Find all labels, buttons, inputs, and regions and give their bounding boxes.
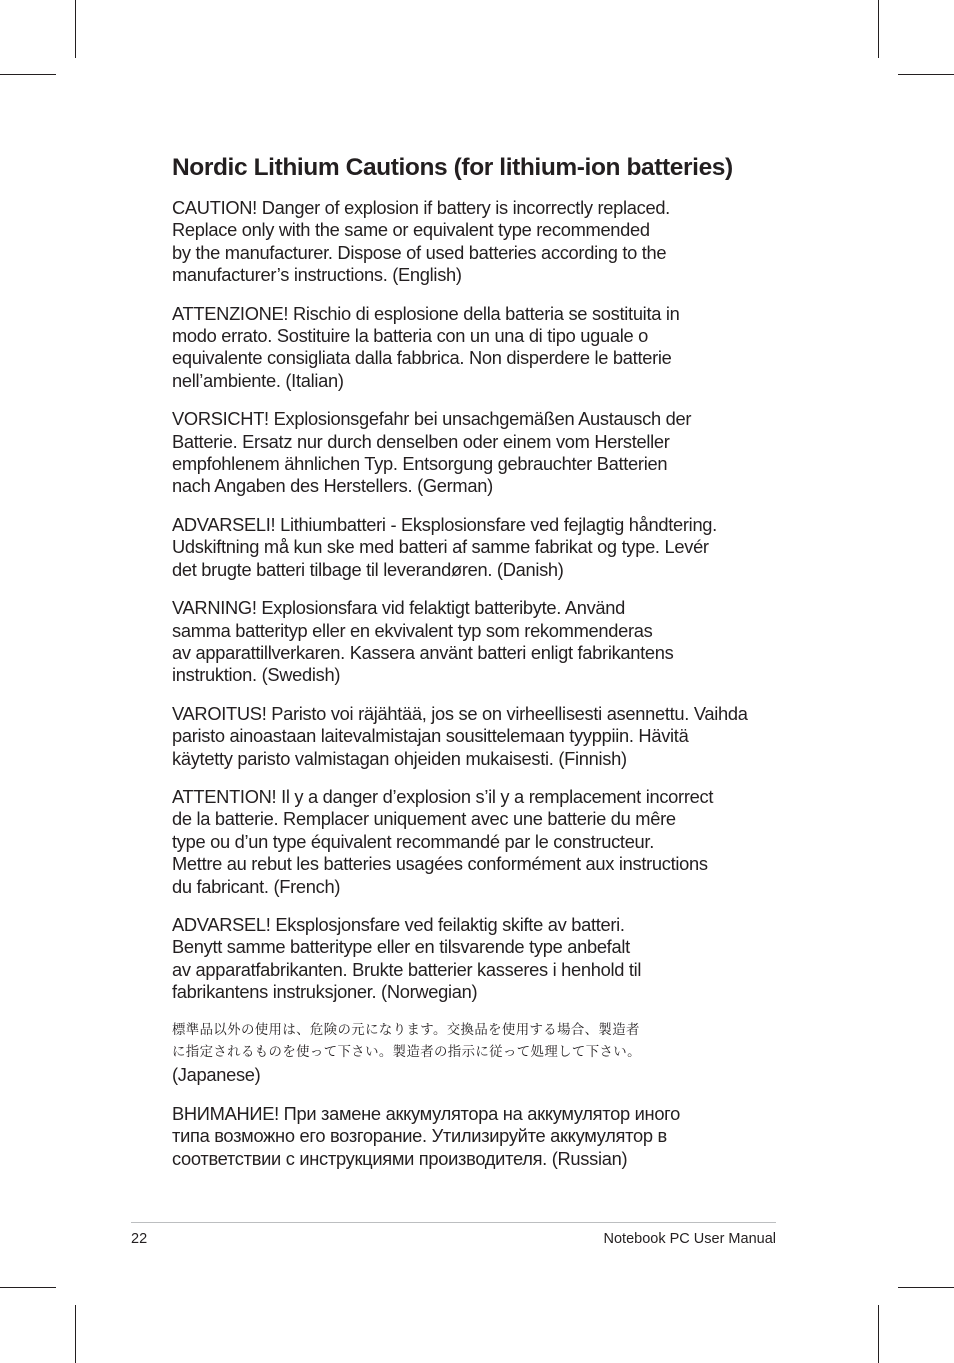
- text-line: Replace only with the same or equivalent type recommended: [172, 219, 650, 241]
- caution-german: [172, 408, 784, 498]
- text-line: empfohlenem ähnlichen Typ. Entsorgung gebrauchter Batterien: [172, 453, 668, 475]
- crop-mark-bottom-left: [75, 1305, 76, 1363]
- text-line: du fabricant. (French): [172, 875, 341, 897]
- japanese-text-line: に指定されるものを使って下さい。製造者の指示に従って処理して下さい。: [172, 1045, 641, 1060]
- crop-mark-top-right-horizontal: [898, 74, 954, 75]
- crop-mark-top-right: [878, 0, 879, 58]
- text-line: ATTENZIONE! Rischio di esplosione della batteria se sostituita in: [172, 302, 680, 324]
- text-line: ADVARSEL! Eksplosjonsfare ved feilaktig skifte av batteri.: [172, 913, 625, 935]
- caution-russian: [172, 1103, 784, 1170]
- text-line: Mettre au rebut les batteries usagées conformément aux instructions: [172, 853, 708, 875]
- caution-japanese: [172, 1020, 784, 1087]
- text-line: ВНИМАНИЕ! При замене аккумулятора на аккумулятор иного: [172, 1102, 681, 1124]
- crop-mark-bottom-right-horizontal: [898, 1287, 954, 1288]
- crop-mark-top-left-horizontal: [0, 74, 56, 75]
- text-line: nell’ambiente. (Italian): [172, 369, 344, 391]
- text-line: nach Angaben des Herstellers. (German): [172, 475, 493, 497]
- crop-mark-top-left: [75, 0, 76, 58]
- text-line: manufacturer’s instructions. (English): [172, 264, 462, 286]
- text-line: соответствии с инструкциями производителя. (Russian): [172, 1147, 628, 1169]
- text-line: av apparattillverkaren. Kassera använt batteri enligt fabrikantens: [172, 641, 674, 663]
- caution-finnish: [172, 703, 784, 770]
- language-label: (Japanese): [172, 1064, 261, 1086]
- text-line: det brugte batteri tilbage til leverandøren. (Danish): [172, 558, 564, 580]
- text-line: equivalente consigliata dalla fabbrica. Non disperdere le batterie: [172, 347, 672, 369]
- text-line: av apparatfabrikanten. Brukte batterier kasseres i henhold til: [172, 958, 642, 980]
- caution-swedish: [172, 597, 784, 687]
- text-line: samma batterityp eller en ekvivalent typ som rekommenderas: [172, 619, 653, 641]
- page-title: Nordic Lithium Cautions (for lithium-ion batteries): [172, 154, 733, 181]
- text-line: Batterie. Ersatz nur durch denselben oder einem vom Hersteller: [172, 430, 670, 452]
- caution-english: [172, 197, 784, 287]
- footer-divider: [131, 1222, 776, 1223]
- text-line: de la batterie. Remplacer uniquement avec une batterie du mêre: [172, 808, 676, 830]
- text-line: by the manufacturer. Dispose of used batteries according to the: [172, 241, 667, 263]
- text-line: instruktion. (Swedish): [172, 664, 341, 686]
- text-line: modo errato. Sostituire la batteria con un una di tipo uguale o: [172, 325, 649, 347]
- text-line: ATTENTION! Il y a danger d’explosion s’il y a remplacement incorrect: [172, 785, 714, 807]
- crop-mark-bottom-right: [878, 1305, 879, 1363]
- text-line: VORSICHT! Explosionsgefahr bei unsachgemäßen Austausch der: [172, 408, 692, 430]
- text-line: VAROITUS! Paristo voi räjähtää, jos se on virheellisesti asennettu. Vaihda: [172, 702, 748, 724]
- page-content: [172, 150, 784, 1186]
- text-line: Benytt samme batteritype eller en tilsvarende type anbefalt: [172, 936, 630, 958]
- manual-title: Notebook PC User Manual: [603, 1231, 776, 1247]
- caution-french: [172, 786, 784, 898]
- text-line: fabrikantens instruksjoner. (Norwegian): [172, 981, 478, 1003]
- text-line: VARNING! Explosionsfara vid felaktigt batteribyte. Använd: [172, 597, 626, 619]
- text-line: ADVARSELI! Lithiumbatteri - Eksplosionsfare ved fejlagtig håndtering.: [172, 513, 717, 535]
- text-line: Udskiftning må kun ske med batteri af samme fabrikat og type. Levér: [172, 536, 709, 558]
- caution-norwegian: [172, 914, 784, 1004]
- caution-danish: [172, 514, 784, 581]
- text-line: type ou d’un type équivalent recommandé par le constructeur.: [172, 830, 654, 852]
- japanese-text-line: 標準品以外の使用は、危険の元になります。交換品を使用する場合、製造者: [172, 1022, 640, 1038]
- text-line: CAUTION! Danger of explosion if battery is incorrectly replaced.: [172, 197, 670, 218]
- text-line: типа возможно его возгорание. Утилизируйте аккумулятор в: [172, 1125, 667, 1147]
- caution-italian: [172, 303, 784, 393]
- text-line: paristo ainoastaan laitevalmistajan sousittelemaan tyyppiin. Hävitä: [172, 725, 689, 747]
- page-number: 22: [131, 1231, 148, 1247]
- crop-mark-bottom-left-horizontal: [0, 1287, 56, 1288]
- text-line: käytetty paristo valmistagan ohjeiden mukaisesti. (Finnish): [172, 747, 627, 769]
